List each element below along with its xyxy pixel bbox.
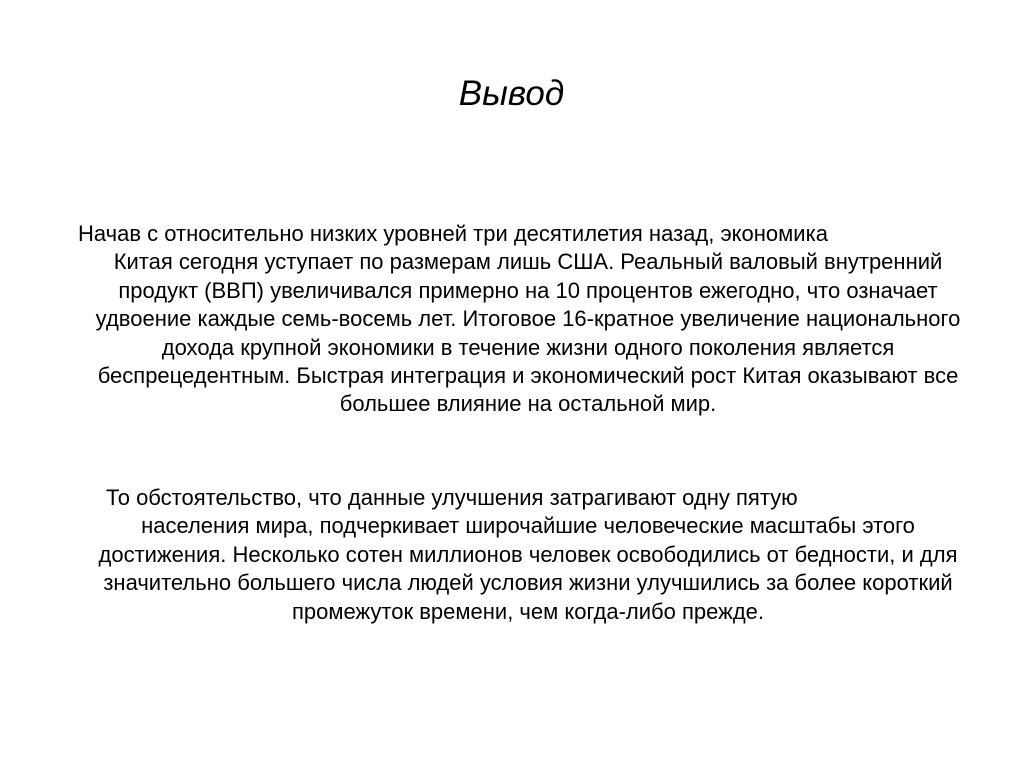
paragraph-1 — [78, 220, 978, 419]
slide-title: Вывод — [458, 74, 565, 113]
paragraph-2-first-line: То обстоятельство, что данные улучшения затрагивают одну пятую — [106, 485, 798, 510]
paragraph-1-first-line: Начав с относительно низких уровней три десятилетия назад, экономика — [78, 221, 828, 246]
paragraph-2 — [78, 484, 978, 626]
paragraph-2-body: населения мира, подчеркивает широчайшие человеческие масштабы этого достижения. Несколько сотен миллионов человек освободились от бедности, и для значительно большего числа людей условия жизни улучшились за более короткий промежуток времени, чем когда-либо прежде. — [98, 513, 958, 624]
paragraph-1-body: Китая сегодня уступает по размерам лишь США. Реальный валовый внутренний продукт (ВВП) увеличивался примерно на 10 процентов ежегодно, что означает удвоение каждые семь-восемь лет. Итоговое 16-кратное увеличение национального дохода крупной экономики в течение жизни одного поколения является беспрецедентным. Быстрая интеграция и экономический рост Китая оказывают все большее влияние на остальной мир. — [95, 249, 961, 417]
